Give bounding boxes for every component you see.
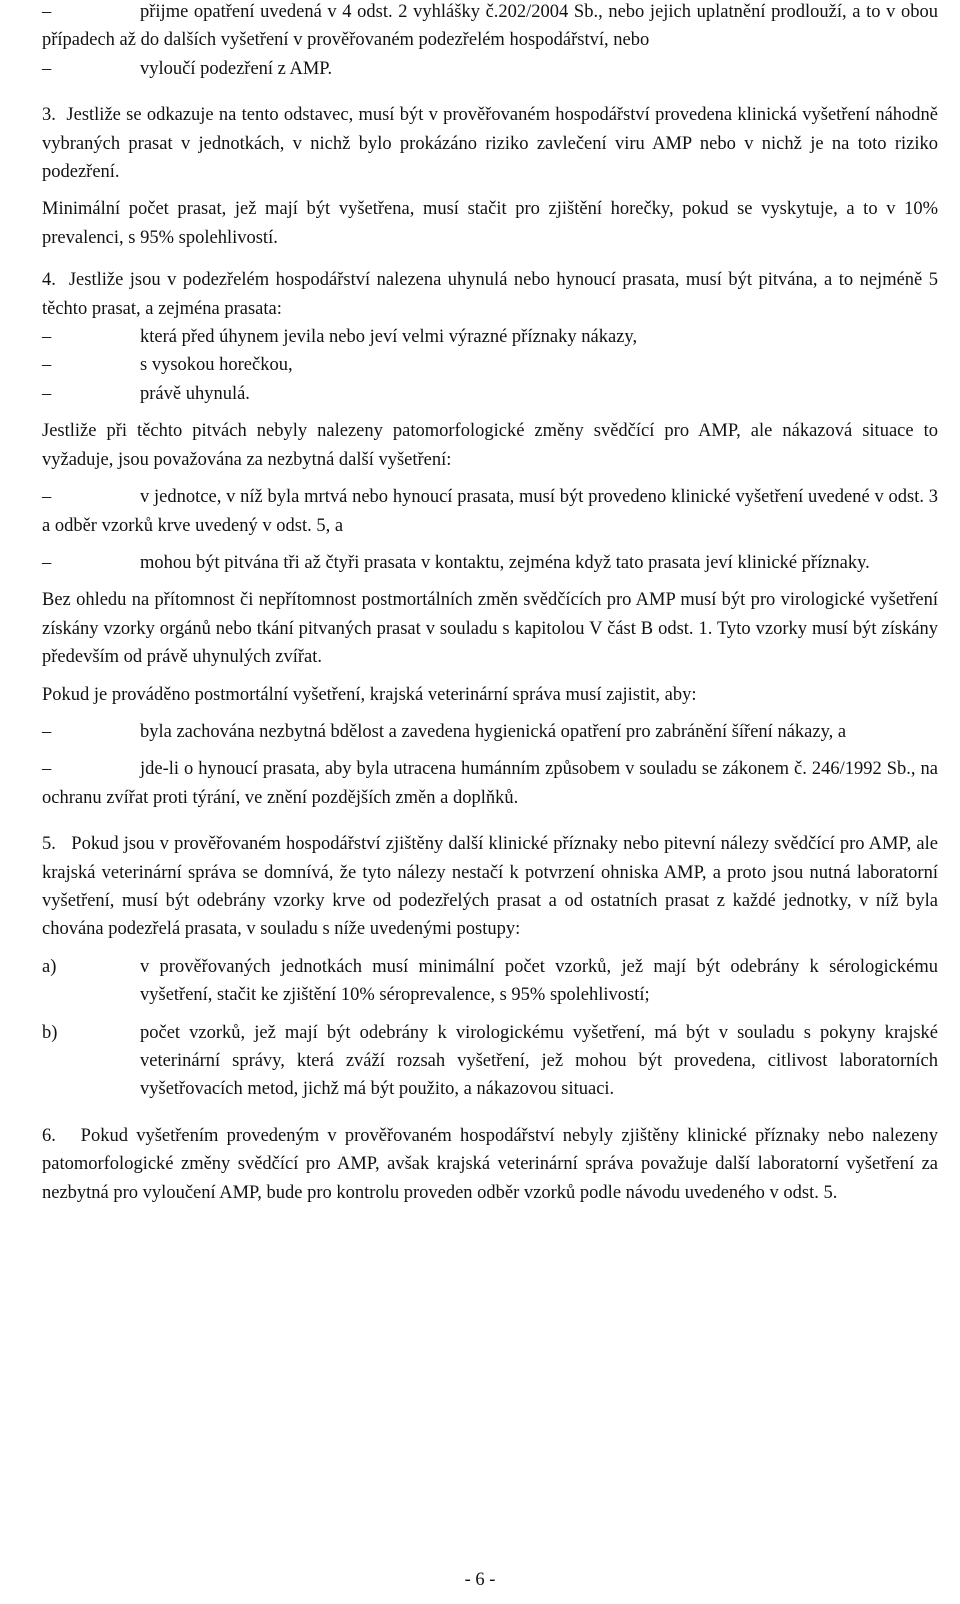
list-item [42, 483, 938, 540]
list-item [42, 0, 938, 55]
list-item-text: vyloučí podezření z AMP. [140, 58, 333, 79]
dash-bullet: – [42, 487, 52, 508]
dash-list [42, 323, 938, 408]
dash-bullet: – [42, 759, 52, 780]
list-item-text: která před úhynem jevila nebo jeví velmi výrazné příznaky nákazy, [140, 327, 638, 348]
list-item-text: v jednotce, v níž byla mrtvá nebo hynoucí prasata, musí být provedeno klinické vyšetření uvedené v odst. 3 a odběr vzorků krve uvedený v odst. 5, a [42, 487, 938, 536]
document-page [42, 0, 938, 1207]
dash-bullet: – [42, 721, 52, 742]
list-item [42, 755, 938, 812]
section-6 [42, 1122, 938, 1207]
paragraph: Jestliže jsou v podezřelém hospodářství nalezena uhynulá nebo hynoucí prasata, musí být pitvána, a to nejméně 5 těchto prasat, a zejména prasata: [42, 270, 938, 319]
section-4 [42, 266, 938, 812]
section-number: 6. [42, 1125, 56, 1146]
dash-bullet: – [42, 383, 52, 404]
list-item [42, 55, 938, 83]
dash-bullet: – [42, 552, 52, 573]
dash-list [42, 718, 938, 812]
dash-bullet: – [42, 327, 52, 348]
paragraph: Pokud je prováděno postmortální vyšetření, krajská veterinární správa musí zajistit, aby: [42, 684, 697, 705]
paragraph: Minimální počet prasat, jež mají být vyšetřena, musí stačit pro zjištění horečky, pokud se vyskytuje, a to v 10% prevalenci, s 95% spolehlivostí. [42, 199, 938, 248]
dash-bullet: – [42, 2, 52, 22]
list-item-text: právě uhynulá. [140, 383, 250, 404]
dash-bullet: – [42, 58, 52, 79]
lettered-item-a [42, 953, 938, 1010]
list-item-text: byla zachována nezbytná bdělost a zavedena hygienická opatření pro zabránění šíření nákazy, a [140, 721, 847, 742]
list-item-text: s vysokou horečkou, [140, 355, 293, 376]
list-item-text: jde-li o hynoucí prasata, aby byla utracena humánním způsobem v souladu se zákonem č. 246/1992 Sb., na ochranu zvířat proti týrání, ve znění pozdějších změn a doplňků. [42, 759, 938, 808]
list-item [42, 718, 938, 746]
list-item [42, 549, 938, 577]
section-number: 4. [42, 270, 56, 291]
list-item-text: mohou být pitvána tři až čtyři prasata v kontaktu, zejména když tato prasata jeví klinické příznaky. [140, 552, 870, 573]
dash-bullet: – [42, 355, 52, 376]
page-number: - 6 - [464, 1570, 496, 1590]
list-item [42, 380, 938, 408]
section-5 [42, 830, 938, 1104]
dash-list [42, 483, 938, 577]
paragraph: Bez ohledu na přítomnost či nepřítomnost postmortálních změn svědčících pro AMP musí být pro virologické vyšetření získány vzorky orgánů nebo tkání pitvaných prasat v souladu s kapitolou V část B odst. 1. Tyto vzorky musí být získány především od právě uhynulých zvířat. [42, 590, 938, 668]
item-text: v prověřovaných jednotkách musí minimální počet vzorků, jež mají být odebrány k sérologickému vyšetření, stačit ke zjištění 10% séroprevalence, s 95% spolehlivostí; [140, 956, 938, 1006]
list-item [42, 351, 938, 379]
item-letter: b) [42, 1022, 58, 1043]
lettered-item-b [42, 1019, 938, 1104]
paragraph: Jestliže při těchto pitvách nebyly nalezeny patomorfologické změny svědčící pro AMP, ale nákazová situace to vyžaduje, jsou považována za nezbytná další vyšetření: [42, 421, 938, 470]
section-number: 5. [42, 834, 56, 855]
list-item [42, 323, 938, 351]
section-number: 3. [42, 105, 56, 126]
item-text: počet vzorků, jež mají být odebrány k virologickému vyšetření, má být v souladu s pokyny krajské veterinární správy, která zváží rozsah vyšetření, jež mohou být provedena, citlivost laboratorních vyšetřovacích metod, jichž má být použito, a nákazovou situaci. [140, 1022, 938, 1100]
list-item-text: přijme opatření uvedená v 4 odst. 2 vyhlášky č.202/2004 Sb., nebo jejich uplatnění prodlouží, a to v obou případech až do dalších vyšetření v prověřovaném podezřelém hospodářství, nebo [42, 2, 938, 51]
paragraph: Pokud vyšetřením provedeným v prověřovaném hospodářství nebyly zjištěny klinické příznaky nebo nalezeny patomorfologické změny svědčící pro AMP, avšak krajská veterinární správa považuje další laboratorní vyšetření za nezbytná pro vyloučení AMP, bude pro kontrolu proveden odběr vzorků podle návodu uvedeného v odst. 5. [42, 1125, 939, 1203]
section-3 [42, 101, 938, 252]
paragraph: Pokud jsou v prověřovaném hospodářství zjištěny další klinické příznaky nebo pitevní nálezy svědčící pro AMP, ale krajská veterinární správa se domnívá, že tyto nálezy nestačí k potvrzení ohniska AMP, a proto jsou nutná laboratorní vyšetření, musí být odebrány vzorky krve od podezřelých prasat a od ostatních prasat z každé jednotky, v níž byla chována podezřelá prasata, v souladu s níže uvedenými postupy: [42, 834, 938, 940]
item-letter: a) [42, 956, 57, 977]
paragraph: Jestliže se odkazuje na tento odstavec, musí být v prověřovaném hospodářství provedena klinická vyšetření náhodně vybraných prasat v jednotkách, v nichž bylo prokázáno riziko zavlečení viru AMP nebo v nichž je na toto riziko podezření. [42, 105, 939, 183]
